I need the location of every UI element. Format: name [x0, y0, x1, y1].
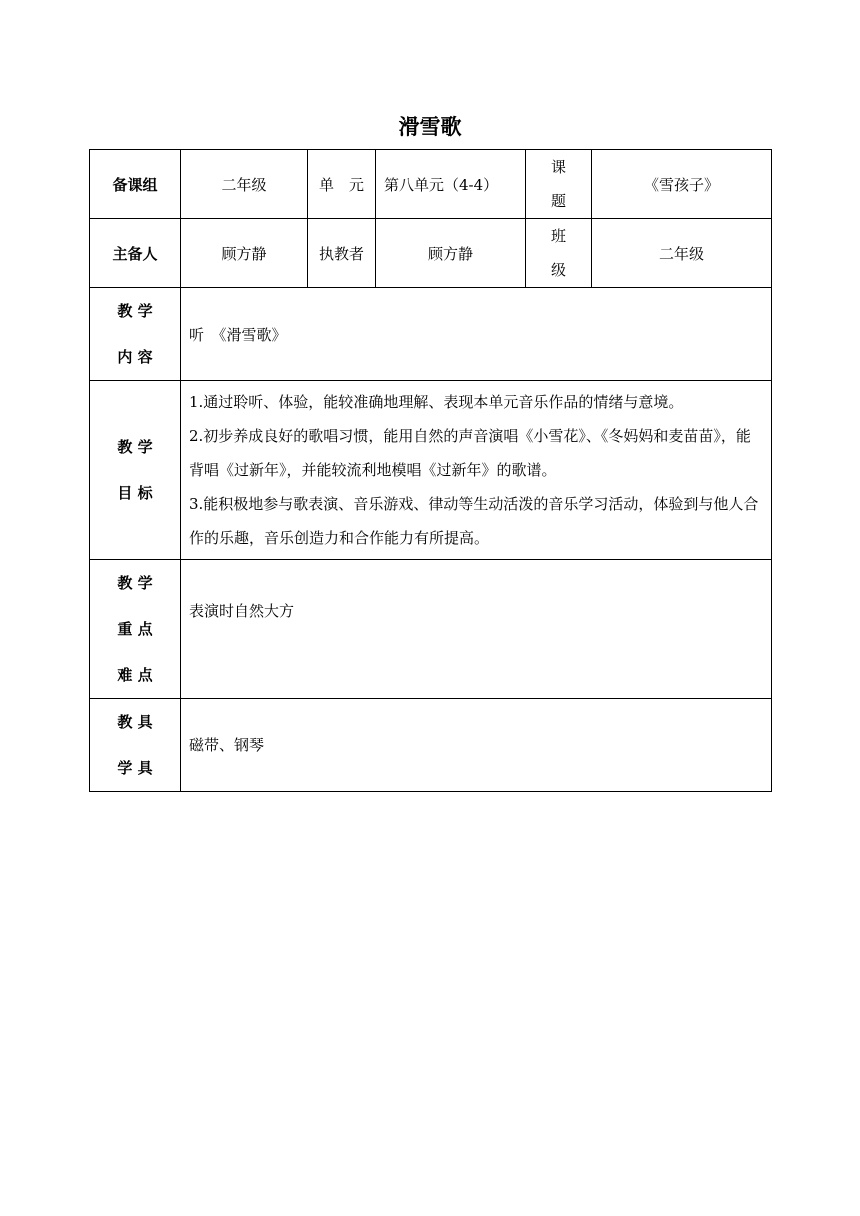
table-row	[90, 288, 772, 381]
objective-item: 2.初步养成良好的歌唱习惯，能用自然的声音演唱《小雪花》、《冬妈妈和麦苗苗》，能背唱《过新年》，并能较流利地模唱《过新年》的歌谱。	[189, 427, 751, 479]
objective-item: 1.通过聆听、体验，能较准确地理解、表现本单元音乐作品的情绪与意境。	[189, 393, 684, 411]
teacher-label: 执教者	[308, 219, 376, 288]
prep-group-value: 二年级	[181, 150, 308, 219]
prep-group-label: 备课组	[90, 150, 181, 219]
class-value: 二年级	[592, 219, 772, 288]
content-label: 教 学 内 容	[90, 288, 181, 381]
tools-value: 磁带、钢琴	[181, 699, 772, 792]
lead-preparer-value: 顾方静	[181, 219, 308, 288]
content-value: 听 《滑雪歌》	[181, 288, 772, 381]
objectives-value	[181, 381, 772, 560]
key-points-label: 教 学 重 点 难 点	[90, 560, 181, 699]
teacher-value: 顾方静	[376, 219, 526, 288]
unit-value: 第八单元（4-4）	[376, 150, 526, 219]
tools-label: 教 具 学 具	[90, 699, 181, 792]
class-label: 班 级	[526, 219, 592, 288]
table-row	[90, 219, 772, 288]
key-points-value: 表演时自然大方	[181, 560, 772, 699]
objectives-label: 教 学 目 标	[90, 381, 181, 560]
document-title: 滑雪歌	[398, 115, 462, 139]
unit-label: 单 元	[308, 150, 376, 219]
lead-preparer-label: 主备人	[90, 219, 181, 288]
topic-value: 《雪孩子》	[592, 150, 772, 219]
objective-item: 3.能积极地参与歌表演、音乐游戏、律动等生动活泼的音乐学习活动，体验到与他人合作的乐趣，音乐创造力和合作能力有所提高。	[189, 495, 759, 547]
table-row	[90, 381, 772, 560]
table-row	[90, 150, 772, 219]
topic-label: 课 题	[526, 150, 592, 219]
table-row	[90, 699, 772, 792]
table-row	[90, 560, 772, 699]
lesson-plan-table	[89, 149, 772, 792]
